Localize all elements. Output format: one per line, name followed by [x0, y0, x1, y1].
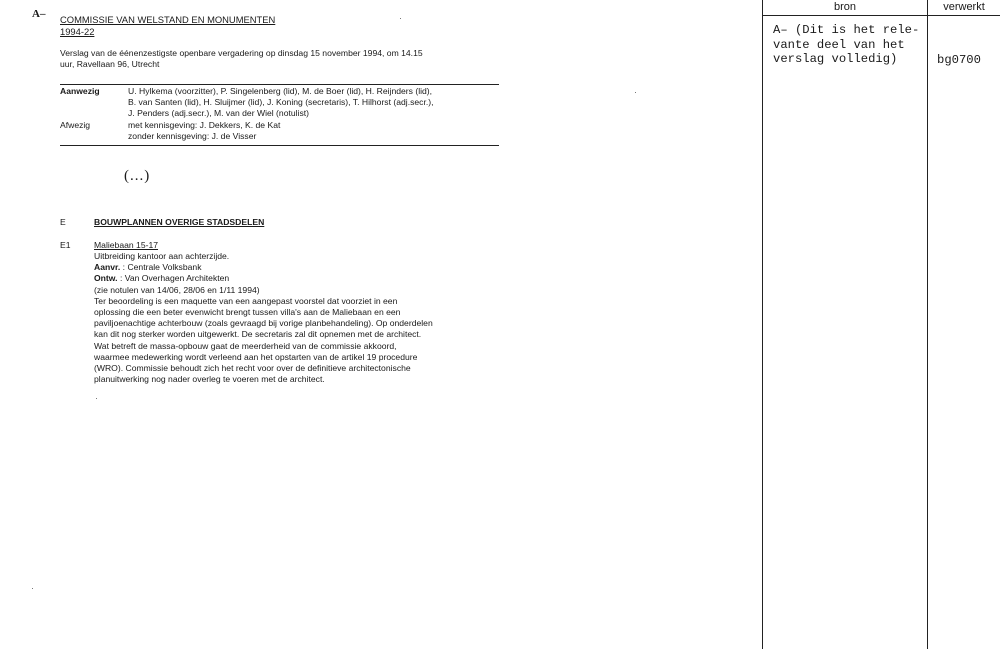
header-processed: verwerkt: [943, 1, 985, 13]
attendance-bottom-rule: [60, 145, 499, 146]
margin-mark: A–: [32, 8, 46, 20]
ellipsis: (...): [124, 168, 151, 184]
intro-line-2: uur, Ravellaan 96, Utrecht: [60, 59, 160, 69]
designer-row: [94, 273, 229, 284]
source-line: verslag volledig): [773, 52, 898, 66]
present-line: B. van Santen (lid), H. Sluijmer (lid), J. Koning (secretaris), T. Hilhorst (adj.secr.),: [128, 97, 434, 107]
item-description: Uitbreiding kantoor aan achterzijde.: [94, 251, 230, 261]
body-line: Wat betreft de massa-opbouw gaat de meerderheid van de commissie akkoord,: [94, 341, 397, 351]
item-address: Maliebaan 15-17: [94, 240, 159, 250]
body-line: kan dit nog sterker worden uitgewerkt. De secretaris zal dit opnemen met de architect.: [94, 329, 422, 339]
designer-value: : Van Overhagen Architekten: [119, 273, 230, 283]
applicant-label: Aanvr.: [94, 262, 121, 272]
present-label: Aanwezig: [60, 86, 100, 96]
body-line: (WRO). Commissie behoudt zich het recht voor over de definitieve architectonische: [94, 363, 411, 373]
section-letter: E: [60, 217, 66, 227]
table-left-border: [762, 0, 763, 649]
applicant-value: : Centrale Volksbank: [122, 262, 202, 272]
absent-line: zonder kennisgeving: J. de Visser: [128, 131, 257, 141]
scan-speck: [635, 92, 636, 93]
present-line: J. Penders (adj.secr.), M. van der Wiel (notulist): [128, 108, 310, 118]
body-line: oplossing die een beter evenwicht brengt tussen villa's aan de Maliebaan en een: [94, 307, 401, 317]
scan-speck: [96, 398, 97, 399]
body-line: paviljoenachtige achterbouw (zoals gevraagd bij vorige planbehandeling). Op onderdelen: [94, 318, 433, 328]
document-title: COMMISSIE VAN WELSTAND EN MONUMENTEN: [60, 14, 276, 25]
absent-line: met kennisgeving: J. Dekkers, K. de Kat: [128, 120, 281, 130]
applicant-row: [94, 262, 202, 273]
header-source: bron: [833, 1, 857, 13]
body-line: waarmee medewerking wordt verleend aan het opstarten van de artikel 19 procedure: [94, 352, 418, 362]
source-line: A– (Dit is het rele-: [773, 23, 920, 37]
table-column-divider: [927, 0, 928, 649]
processed-value: bg0700: [937, 53, 981, 67]
document-number: 1994-22: [60, 26, 95, 37]
present-line: U. Hylkema (voorzitter), P. Singelenberg (lid), M. de Boer (lid), H. Reijnders (lid),: [128, 86, 433, 96]
item-code: E1: [60, 240, 71, 250]
notes-reference: (zie notulen van 14/06, 28/06 en 1/11 1994): [94, 285, 260, 295]
intro-line-1: Verslag van de éénenzestigste openbare vergadering op dinsdag 15 november 1994, om 14.15: [60, 48, 423, 58]
scan-speck: [400, 18, 401, 19]
attendance-top-rule: [60, 84, 499, 85]
scan-speck: [32, 588, 33, 589]
table-header-rule: [762, 15, 1000, 16]
absent-label: Afwezig: [60, 120, 91, 130]
body-line: Ter beoordeling is een maquette van een aangepast voorstel dat voorziet in een: [94, 296, 398, 306]
source-line: vante deel van het: [773, 38, 905, 52]
section-title: BOUWPLANNEN OVERIGE STADSDELEN: [94, 217, 265, 227]
body-line: planuitwerking nog nader overleg te voeren met de architect.: [94, 374, 325, 384]
designer-label: Ontw.: [94, 273, 118, 283]
